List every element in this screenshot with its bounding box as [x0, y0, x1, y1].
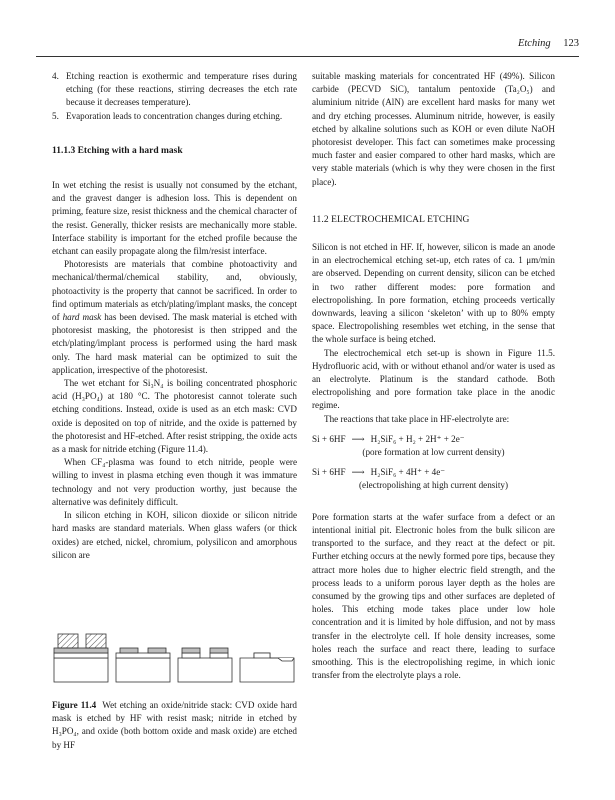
- nitride-block: [182, 653, 200, 658]
- figure-caption: [52, 699, 297, 752]
- substrate: [178, 658, 232, 682]
- substrate: [116, 658, 170, 682]
- header-rule: [36, 56, 579, 57]
- list-number: 5.: [52, 110, 59, 121]
- subsection-heading: 11.1.3 Etching with a hard mask: [52, 145, 183, 156]
- equation-pore-formation: [312, 433, 555, 446]
- equation-electropolishing: [312, 466, 555, 479]
- equation-note: (electropolishing at high current density): [359, 480, 508, 491]
- nitride-layer: [54, 653, 108, 658]
- paragraph-anode: Silicon is not etched in HF. If, however, silicon is made an anode in an electrochemical etching set-up, etch rates of ca. 1 μm/min are observed. Depending on current density, silicon can be etched in two rather different modes: pore formation and electropolishing. In pore formation, etching proceeds vertically downwards, leaving a silicon ‘skeleton’ with up to 80% empty space. Electropolishing resembles wet etching, in the sense that the whole surface is being etched.: [312, 242, 555, 345]
- paragraph-adhesion: In wet etching the resist is usually not consumed by the etchant, and the gravest danger is adhesion loss. This is dependent on priming, feature size, resist thickness and the chemical character of the resist. Generally, thicker resists are mechanically more stable. Interface stability is important for the etched profile because the etchant can easily propagate along the film/resist interface.: [52, 180, 298, 257]
- paragraph-hard-mask: [52, 258, 297, 377]
- resist-block: [58, 634, 78, 648]
- running-title: Etching: [517, 38, 551, 49]
- text-run: Photoresists are materials that combine photoactivity and mechanical/thermal/chemical stability, and, obviously, photoactivity is the property that cannot be sacrificed. In order to find optimum materials as etch/plating/implant masks, the concept of: [52, 259, 297, 323]
- figure-etch-stack-diagram: [52, 628, 297, 683]
- equation-rhs: H₂SiF₆ + H₂ + 2H⁺ + 2e⁻: [370, 433, 465, 444]
- page-header: [36, 38, 579, 49]
- paragraph-plasma: When CF₄-plasma was found to etch nitride, people were willing to invest in plasma etching even though it was immature technology and not very production worthy, just because the alternative was definitely difficult.: [52, 457, 297, 507]
- list-item: [52, 110, 297, 123]
- text-run: has been devised. The mask material is etched with photoresist masking, the photoresist is then stripped and the etch/plating/implant process is performed using the hard mask only. The hard mask material can be optimized to suit the application, irrespective of the photoresist.: [52, 312, 297, 375]
- nitride-block: [210, 653, 228, 658]
- paragraph-masking-materials: suitable masking materials for concentrated HF (49%). Silicon carbide (PECVD SiC), tantalum pentoxide (Ta₂O₅) and aluminium nitride (AlN) are excellent hard masks for many wet and dry etching processes. Aluminum nitride, however, is easily etched by alkaline solutions such as KOH or even dilute NaOH photoresist developer. This fact can sometimes make processing much faster and easier compared to other hard masks, which are very stable materials (which is why they were chosen in the first place).: [312, 71, 555, 187]
- list-number: 4.: [52, 71, 59, 81]
- numbered-list: [52, 70, 297, 123]
- figure-label: Figure 11.4: [52, 700, 97, 710]
- emphasis-hard-mask: hard mask: [62, 312, 102, 323]
- panel-resist-patterned: [54, 634, 108, 682]
- equation-rhs: H₂SiF₆ + 4H⁺ + 4e⁻: [370, 467, 446, 478]
- substrate: [54, 658, 108, 682]
- panel-final: [240, 653, 294, 682]
- panel-oxide-etched: [116, 648, 170, 682]
- right-column: [312, 70, 555, 682]
- page-number: 123: [563, 38, 579, 49]
- equation-lhs: Si + 6HF: [312, 467, 346, 478]
- resist-block: [86, 634, 106, 648]
- paragraph-nitride-etchant: The wet etchant for Si₃N₄ is boiling concentrated phosphoric acid (H₃PO₄) at 180 °C. The photoresist cannot tolerate such etching conditions. Instead, oxide is used as an etch mask: CVD oxide is deposited on top of nitride, and the oxide is patterned by the photoresist and HF-etched. After resist stripping, the oxide acts as a mask for nitride etching (Figure 11.4).: [52, 378, 297, 455]
- list-text: Etching reaction is exothermic and temperature rises during etching (for these reactions, stirring decreases the etch rate because it decreases temperature).: [66, 71, 297, 108]
- panel-nitride-etched: [178, 648, 232, 682]
- paragraph-setup: The electrochemical etch set-up is shown in Figure 11.5. Hydrofluoric acid, with or without ethanol and/or water is used as an electrolyte. Platinum is the standard cathode. Both electropolishing and pore formation take place in the anodic regime.: [312, 347, 555, 411]
- paragraph-reactions-intro: The reactions that take place in HF-electrolyte are:: [324, 413, 510, 424]
- equation-lhs: Si + 6HF: [312, 433, 346, 444]
- oxide-mask: [120, 648, 138, 653]
- nitride-layer: [116, 653, 170, 658]
- left-column: [52, 70, 297, 562]
- paragraph-koh: In silicon etching in KOH, silicon dioxide or silicon nitride hard masks are standard materials. When glass wafers (or thick oxides) are etched, nickel, chromium, polysilicon and amorphous silicon are: [52, 510, 297, 560]
- list-item: [52, 70, 297, 110]
- oxide-mask: [148, 648, 166, 653]
- reaction-arrow: ⟶: [351, 467, 365, 478]
- oxide-layer: [54, 648, 108, 653]
- reaction-arrow: ⟶: [351, 433, 365, 444]
- list-text: Evaporation leads to concentration changes during etching.: [66, 110, 283, 121]
- nitride-block: [254, 653, 270, 658]
- caption-text: Wet etching an oxide/nitride stack: CVD oxide hard mask is etched by HF with resist mask; nitride in etched by H₃PO₄, and oxide (both bottom oxide and mask oxide) are etched by HF: [52, 700, 297, 750]
- equation-note: (pore formation at low current density): [362, 447, 505, 458]
- section-heading: 11.2 ELECTROCHEMICAL ETCHING: [312, 214, 470, 225]
- oxide-mask: [182, 648, 200, 653]
- paragraph-pore-mechanism: Pore formation starts at the wafer surface from a defect or an intentional initial pit. Electronic holes from the bulk silicon are transported to the surface, and they react at the defect or pit. Further etching occurs at the newly formed pore tips, because they attract more holes due to higher electric field strength, and the process leads to a uniform porous layer depth as the holes are consumed by the growing tips and other surfaces are depleted of holes. This etching mode takes place under low hole concentration and it is limited by hole diffusion, and not by mass transfer in the electrolyte cell. If hole density increases, some holes reach the surface and react there, leading to surface smoothing. This is the electropolishing regime, in which ionic transfer from the electrolyte plays a role.: [312, 511, 555, 681]
- oxide-mask: [210, 648, 228, 653]
